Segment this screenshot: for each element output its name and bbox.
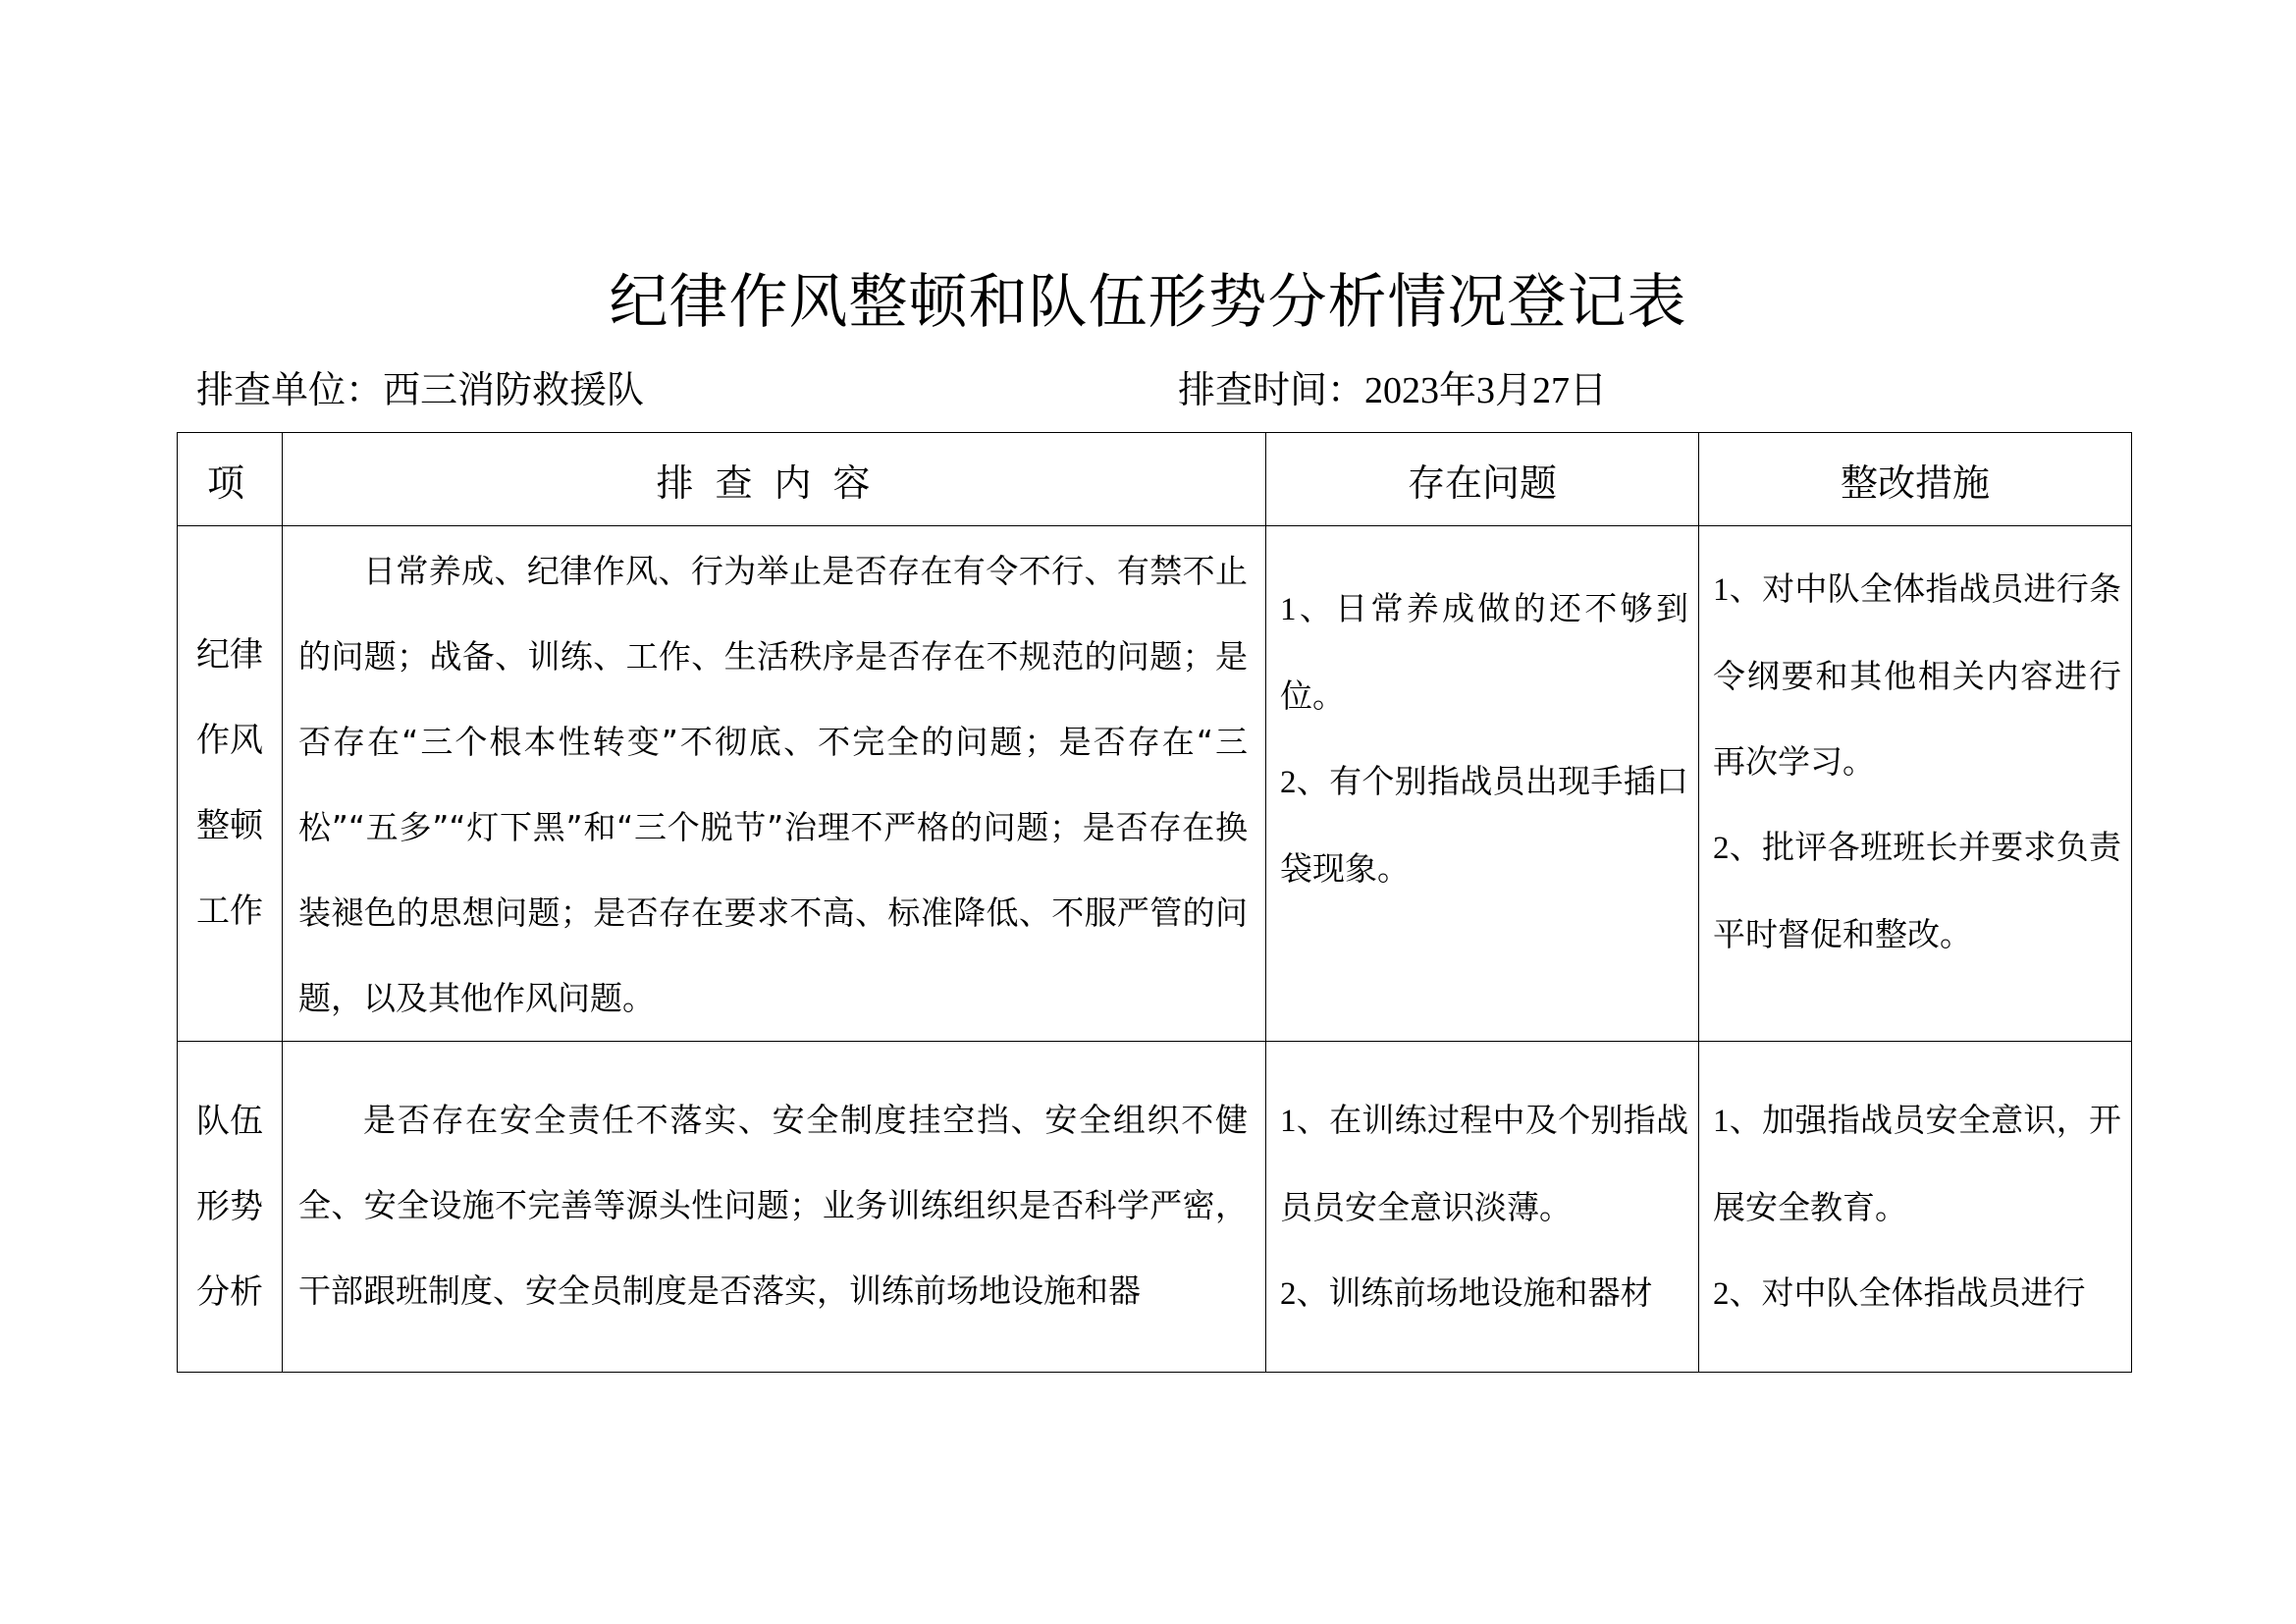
row-measures-cell [1699,526,2132,1042]
table-row [178,526,2132,1042]
row-item-line: 分析 [196,1272,263,1312]
inspection-year-suffix: 年 [1439,368,1477,411]
header-content: 排查内容 [283,433,1266,526]
measure-number: 2 [1713,1276,1730,1312]
inspection-month-suffix: 月 [1495,368,1533,411]
issue-text: 、在训练过程中及个别指战员员安全意识淡薄。 [1280,1101,1688,1226]
measure-entry [1713,546,2121,804]
issue-number: 2 [1280,765,1297,800]
issue-text: 、有个别指战员出现手插口袋现象。 [1280,762,1688,888]
row-item-line: 整顿 [196,806,263,845]
inspection-day-suffix: 日 [1570,368,1608,411]
row-measures-cell [1699,1042,2132,1373]
inspection-year: 2023 [1364,370,1440,411]
row-item-cell [178,1042,283,1373]
issue-number: 1 [1280,592,1297,627]
row-issues-cell [1266,526,1699,1042]
row-item-line: 队伍 [196,1101,263,1141]
inspection-time [1178,363,1607,417]
issue-text: 、日常养成做的还不够到位。 [1280,589,1688,715]
row-item-line: 纪律 [196,635,263,675]
header-issues: 存在问题 [1266,433,1699,526]
measure-number: 1 [1713,572,1730,608]
header-item: 项 [178,433,283,526]
issue-entry [1280,1250,1688,1337]
issue-entry [1280,738,1688,911]
measure-entry [1713,804,2121,977]
header-measures: 整改措施 [1699,433,2132,526]
row-item-line: 工作 [196,892,263,931]
issue-entry [1280,1077,1688,1250]
table-header-row [178,433,2132,526]
row-item-line: 形势 [196,1186,263,1226]
measure-text: 、对中队全体指战员进行 [1729,1273,2086,1312]
inspection-time-label: 排查时间： [1178,368,1365,411]
inspection-unit [196,363,644,416]
row-content-cell: 日常养成、纪律作风、行为举止是否存在有令不行、有禁不止的问题；战备、训练、工作、生活秩序是否存在不规范的问题；是否存在“三个根本性转变”不彻底、不完全的问题；是否存在“三松”“五多”“灯下黑”和“三个脱节”治理不严格的问题；是否存在换装褪色的思想问题；是否存在要求不高、标准降低、不服严管的问题，以及其他作风问题。 [283,526,1266,1042]
row-item-line: 作风 [196,721,263,760]
issue-text: 、训练前场地设施和器材 [1296,1273,1653,1312]
registration-table [177,432,2132,1373]
issue-entry [1280,566,1688,738]
measure-text: 、批评各班班长并要求负责平时督促和整改。 [1713,828,2121,953]
measure-number: 1 [1713,1104,1730,1139]
measure-entry [1713,1077,2121,1250]
measure-entry [1713,1250,2121,1337]
measure-number: 2 [1713,831,1730,866]
inspection-month: 3 [1476,370,1496,411]
inspection-unit-value: 西三消防救援队 [383,368,645,411]
measure-text: 、对中队全体指战员进行条令纲要和其他相关内容进行再次学习。 [1713,569,2121,781]
inspection-day: 27 [1532,370,1571,411]
row-content-cell: 是否存在安全责任不落实、安全制度挂空挡、安全组织不健全、安全设施不完善等源头性问题；业务训练组织是否科学严密，干部跟班制度、安全员制度是否落实，训练前场地设施和器 [283,1042,1266,1373]
issue-number: 1 [1280,1104,1297,1139]
measure-text: 、加强指战员安全意识，开展安全教育。 [1713,1101,2121,1226]
row-item-cell [178,526,283,1042]
table-row [178,1042,2132,1373]
document-title: 纪律作风整顿和队伍形势分析情况登记表 [609,268,1687,337]
issue-number: 2 [1280,1276,1297,1312]
row-issues-cell [1266,1042,1699,1373]
inspection-unit-label: 排查单位： [196,368,384,411]
